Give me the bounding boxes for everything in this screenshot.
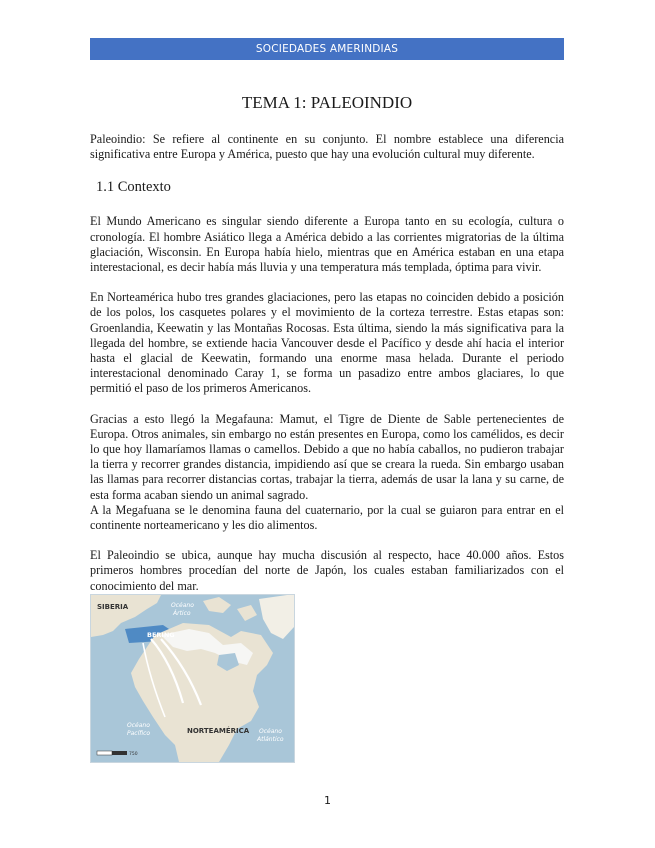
body-paragraph-3: Gracias a esto llegó la Megafauna: Mamut, el Tigre de Diente de Sable pertenecientes de Europa. Otros animales, sin embargo no están presentes en Europa, como los camélidos, es decir lo que hoy llamaríamos llamas o camellos. Debido a que no había caballos, no pudieron trabajar la tierra y recorrer grandes distancia, impidiendo así que se creara la rueda. Sin embargo usaban las llamas para recorrer distancias cortas, trabajar la tierra, además de usar la lana y su carne, de esta forma acaban siendo un animal sagrado. bbox=[90, 411, 564, 502]
section-heading: 1.1 Contexto bbox=[96, 179, 171, 196]
map-label-bering: BERING bbox=[147, 631, 175, 639]
map-label-oceano-pacifico-1: Océano bbox=[127, 722, 150, 729]
migration-map bbox=[90, 594, 295, 763]
map-label-siberia: SIBERIA bbox=[97, 603, 129, 611]
body-paragraph-1: El Mundo Americano es singular siendo diferente a Europa tanto en su ecología, cultura o cronología. El hombre Asiático llega a América debido a las corrientes migratorias de la última glaciación, Wisconsin. En Europa había hielo, mientras que en América estaban en una etapa interestacional, es decir había más lluvia y una temperatura más templada, óptima para vivir. bbox=[90, 214, 564, 275]
intro-paragraph: Paleoindio: Se refiere al continente en su conjunto. El nombre establece una diferencia significativa entre Europa y América, puesto que hay una evolución cultural muy diferente. bbox=[90, 132, 564, 162]
body-paragraph-5: El Paleoindio se ubica, aunque hay mucha discusión al respecto, hace 40.000 años. Estos primeros hombres procedían del norte de Japón, los cuales estaban familiarizados con el conocimiento del mar. bbox=[90, 548, 564, 593]
page-title: TEMA 1: PALEOINDIO bbox=[241, 93, 413, 112]
page-content bbox=[90, 92, 564, 594]
map-label-oceano-artico-1: Océano bbox=[171, 602, 194, 609]
body-paragraph-4: A la Megafuana se le denomina fauna del cuaternario, por la cual se guiaron para entrar en el continente norteamericano y les dio alimentos. bbox=[90, 502, 564, 533]
map-label-oceano-artico-2: Ártico bbox=[173, 610, 191, 617]
running-header-label: SOCIEDADES AMERINDIAS bbox=[255, 43, 399, 55]
map-scale-bar-segment bbox=[97, 751, 112, 755]
map-scale-label: 750 bbox=[129, 752, 138, 757]
map-label-oceano-pacifico-2: Pacífico bbox=[127, 730, 151, 737]
map-label-oceano-atlantico-1: Océano bbox=[259, 728, 282, 735]
map-label-norteamerica: NORTEAMÉRICA bbox=[187, 727, 250, 735]
page-number: 1 bbox=[324, 794, 331, 807]
map-label-oceano-atlantico-2: Atlántico bbox=[257, 736, 284, 743]
running-header bbox=[90, 38, 564, 60]
body-paragraph-2: En Norteamérica hubo tres grandes glaciaciones, pero las etapas no coinciden debido a posición de los polos, los casquetes polares y el movimiento de la corteza terrestre. Estas etapas son: Groenlandia, Keewatin y las Montañas Rocosas. Esta última, siendo la más significativa para la llegada del hombre, se extiende hacia Vancouver desde el Pacífico y desde ahí hacia el interior hasta el glacial de Keewatin, formando una enorme masa helada. Durante el periodo interestacional denominado Caray 1, se forma un pasadizo entre ambos glaciares, lo que permitió el paso de los primeros Americanos. bbox=[90, 290, 564, 396]
migration-map-graphic bbox=[91, 595, 294, 762]
